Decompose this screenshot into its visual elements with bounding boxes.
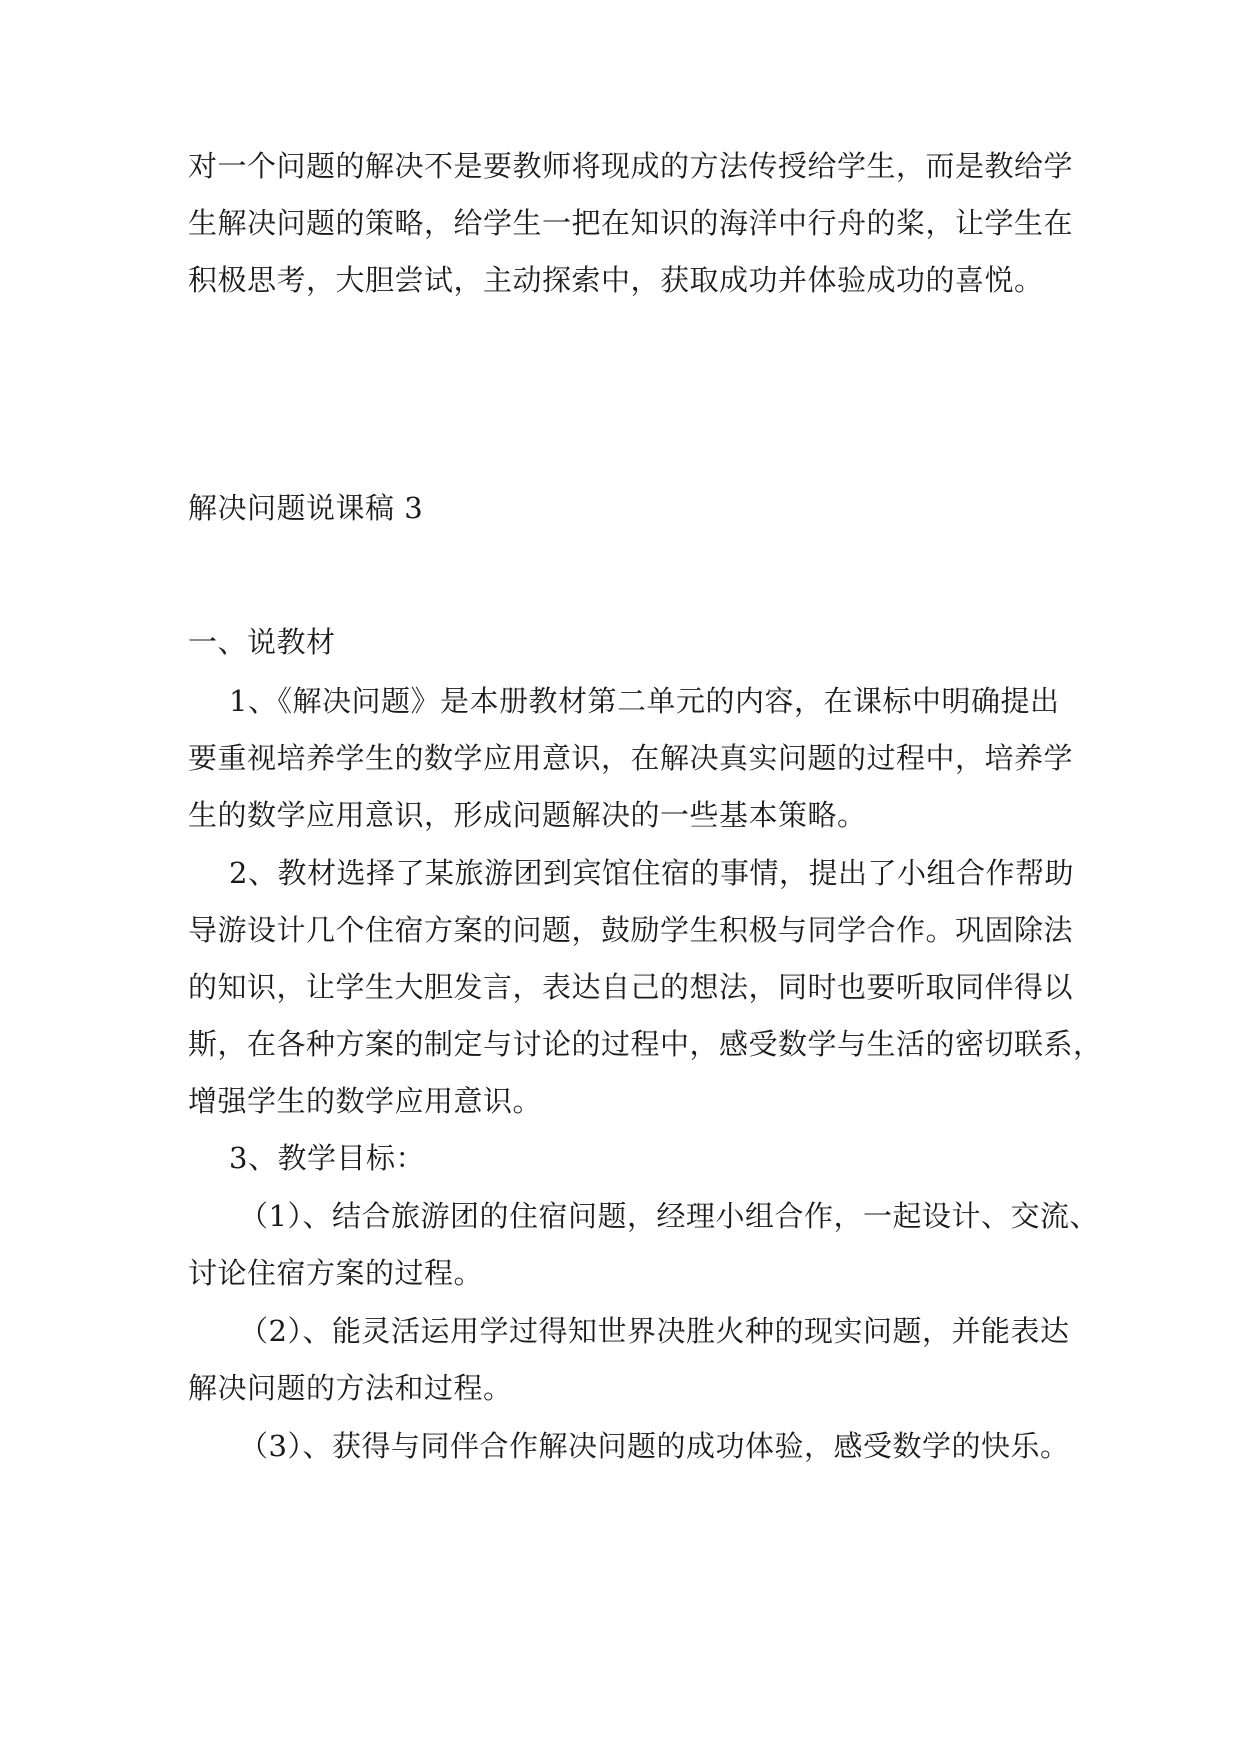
item-2-line-2: 导游设计几个住宿方案的问题，鼓励学生积极与同学合作。巩固除法 [188, 913, 1074, 947]
heading-teaching-material: 一、说教材 [188, 625, 336, 659]
item-2-line-1: 2、教材选择了某旅游团到宾馆住宿的事情，提出了小组合作帮助 [229, 856, 1074, 890]
goal-2-line-2: 解决问题的方法和过程。 [188, 1371, 513, 1405]
item-1-line-1: 1、《解决问题》是本册教材第二单元的内容，在课标中明确提出 [229, 684, 1060, 718]
item-2-line-4: 斯，在各种方案的制定与讨论的过程中，感受数学与生活的密切联系， [188, 1027, 1103, 1061]
section-title: 解决问题说课稿 3 [188, 491, 424, 525]
intro-line-1: 对一个问题的解决不是要教师将现成的方法传授给学生，而是教给学 [188, 149, 1074, 183]
goal-2-line-1: （2）、能灵活运用学过得知世界决胜火种的现实问题，并能表达 [239, 1314, 1070, 1348]
intro-line-3: 积极思考，大胆尝试，主动探索中，获取成功并体验成功的喜悦。 [188, 263, 1044, 297]
item-3-line-1: 3、教学目标： [229, 1141, 425, 1175]
item-1-line-2: 要重视培养学生的数学应用意识，在解决真实问题的过程中，培养学 [188, 741, 1074, 775]
goal-3-line-1: （3）、获得与同伴合作解决问题的成功体验，感受数学的快乐。 [239, 1429, 1070, 1463]
goal-1-line-2: 讨论住宿方案的过程。 [188, 1256, 484, 1290]
item-1-line-3: 生的数学应用意识，形成问题解决的一些基本策略。 [188, 798, 867, 832]
intro-line-2: 生解决问题的策略，给学生一把在知识的海洋中行舟的桨，让学生在 [188, 206, 1074, 240]
item-2-line-5: 增强学生的数学应用意识。 [188, 1084, 543, 1118]
item-2-line-3: 的知识，让学生大胆发言，表达自己的想法，同时也要听取同伴得以 [188, 970, 1074, 1004]
goal-1-line-1: （1）、结合旅游团的住宿问题，经理小组合作，一起设计、交流、 [239, 1199, 1099, 1233]
